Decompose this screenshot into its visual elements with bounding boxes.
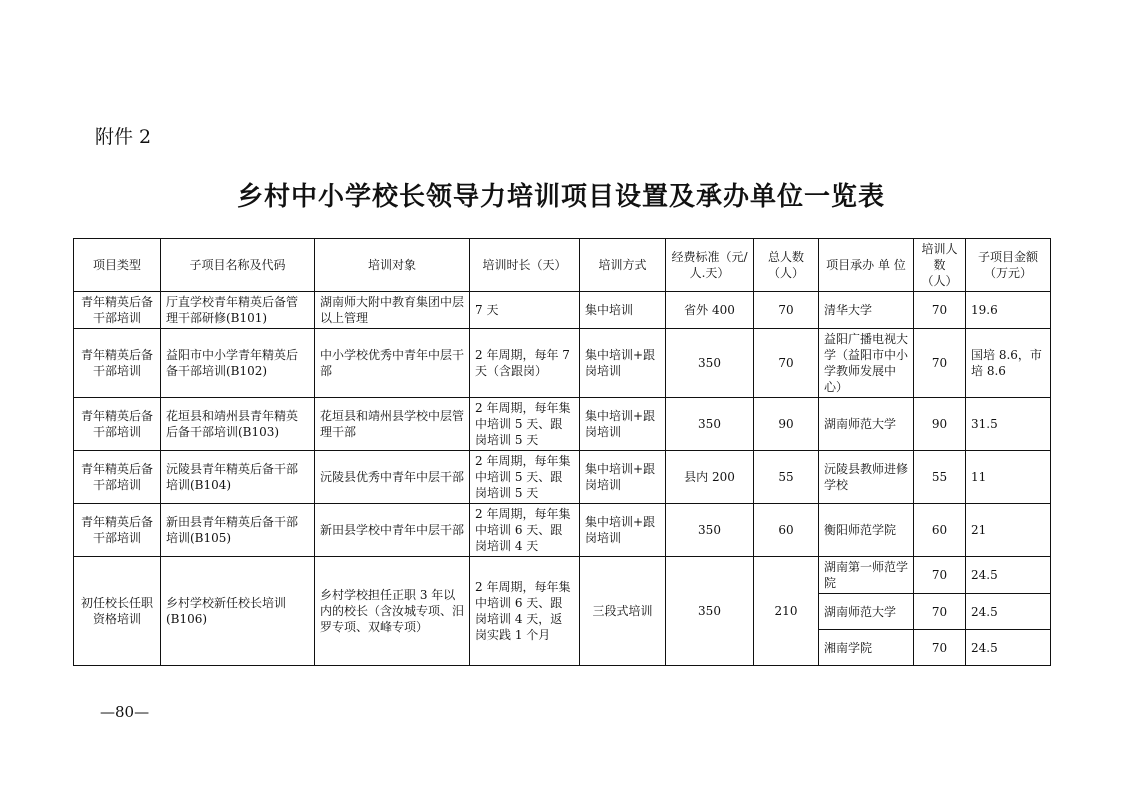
header-cell: 培训方式	[580, 239, 666, 292]
cell-total: 70	[754, 329, 819, 398]
cell-target: 中小学校优秀中青年中层干部	[315, 329, 470, 398]
cell-method: 集中培训+跟岗培训	[580, 329, 666, 398]
cell-name: 沅陵县青年精英后备干部培训(B104)	[161, 451, 315, 504]
table-row	[74, 557, 1051, 594]
cell-type: 青年精英后备干部培训	[74, 398, 161, 451]
cell-amount: 19.6	[966, 292, 1051, 329]
header-cell: 子项目名称及代码	[161, 239, 315, 292]
cell-amount: 24.5	[966, 630, 1051, 666]
cell-org: 湖南师范大学	[819, 398, 914, 451]
cell-org: 湖南师范大学	[819, 594, 914, 630]
cell-name: 厅直学校青年精英后备管理干部研修(B101)	[161, 292, 315, 329]
cell-type: 青年精英后备干部培训	[74, 451, 161, 504]
attachment-label: 附件 2	[95, 126, 152, 148]
cell-amount: 24.5	[966, 557, 1051, 594]
cell-amount: 31.5	[966, 398, 1051, 451]
cell-count: 60	[914, 504, 966, 557]
cell-count: 55	[914, 451, 966, 504]
cell-total: 60	[754, 504, 819, 557]
cell-name: 乡村学校新任校长培训(B106)	[161, 557, 315, 666]
cell-target: 新田县学校中青年中层干部	[315, 504, 470, 557]
cell-org: 益阳广播电视大学（益阳市中小学教师发展中心）	[819, 329, 914, 398]
header-cell: 经费标准（元/人.天）	[666, 239, 754, 292]
cell-count: 70	[914, 292, 966, 329]
cell-method: 集中培训	[580, 292, 666, 329]
cell-target: 花垣县和靖州县学校中层管理干部	[315, 398, 470, 451]
table-row	[74, 292, 1051, 329]
cell-amount: 国培 8.6，市培 8.6	[966, 329, 1051, 398]
cell-fee: 350	[666, 504, 754, 557]
header-cell: 子项目金额（万元）	[966, 239, 1051, 292]
cell-org: 衡阳师范学院	[819, 504, 914, 557]
cell-total: 90	[754, 398, 819, 451]
header-cell: 培训对象	[315, 239, 470, 292]
cell-method: 三段式培训	[580, 557, 666, 666]
page-number: —80—	[100, 703, 150, 721]
cell-name: 新田县青年精英后备干部培训(B105)	[161, 504, 315, 557]
table-header-row	[74, 239, 1051, 292]
cell-total: 55	[754, 451, 819, 504]
header-cell: 培训时长（天）	[470, 239, 580, 292]
project-table	[73, 238, 1051, 666]
table-row	[74, 398, 1051, 451]
header-cell: 项目类型	[74, 239, 161, 292]
cell-count: 90	[914, 398, 966, 451]
table-row	[74, 329, 1051, 398]
cell-type: 青年精英后备干部培训	[74, 504, 161, 557]
cell-fee: 县内 200	[666, 451, 754, 504]
cell-org: 湘南学院	[819, 630, 914, 666]
cell-method: 集中培训+跟岗培训	[580, 504, 666, 557]
cell-duration: 2 年周期，每年集中培训 5 天、跟岗培训 5 天	[470, 451, 580, 504]
cell-method: 集中培训+跟岗培训	[580, 451, 666, 504]
cell-count: 70	[914, 594, 966, 630]
cell-fee: 350	[666, 398, 754, 451]
table-row	[74, 451, 1051, 504]
cell-count: 70	[914, 329, 966, 398]
cell-target: 沅陵县优秀中青年中层干部	[315, 451, 470, 504]
cell-type: 初任校长任职资格培训	[74, 557, 161, 666]
cell-duration: 2 年周期，每年集中培训 5 天、跟岗培训 5 天	[470, 398, 580, 451]
cell-method: 集中培训+跟岗培训	[580, 398, 666, 451]
cell-target: 湖南师大附中教育集团中层以上管理	[315, 292, 470, 329]
cell-type: 青年精英后备干部培训	[74, 292, 161, 329]
header-cell: 项目承办 单 位	[819, 239, 914, 292]
cell-target: 乡村学校担任正职 3 年以内的校长（含汝城专项、汨罗专项、双峰专项）	[315, 557, 470, 666]
cell-duration: 2 年周期，每年集中培训 6 天、跟岗培训 4 天	[470, 504, 580, 557]
cell-count: 70	[914, 630, 966, 666]
cell-fee: 350	[666, 557, 754, 666]
cell-type: 青年精英后备干部培训	[74, 329, 161, 398]
page-title: 乡村中小学校长领导力培训项目设置及承办单位一览表	[236, 182, 885, 212]
header-cell: 总人数（人）	[754, 239, 819, 292]
cell-org: 清华大学	[819, 292, 914, 329]
cell-duration: 2 年周期，每年 7 天（含跟岗）	[470, 329, 580, 398]
cell-fee: 省外 400	[666, 292, 754, 329]
cell-amount: 21	[966, 504, 1051, 557]
cell-count: 70	[914, 557, 966, 594]
cell-amount: 11	[966, 451, 1051, 504]
cell-total: 70	[754, 292, 819, 329]
cell-duration: 2 年周期，每年集中培训 6 天、跟岗培训 4 天，返岗实践 1 个月	[470, 557, 580, 666]
cell-amount: 24.5	[966, 594, 1051, 630]
cell-fee: 350	[666, 329, 754, 398]
cell-duration: 7 天	[470, 292, 580, 329]
table-row	[74, 504, 1051, 557]
cell-name: 花垣县和靖州县青年精英后备干部培训(B103)	[161, 398, 315, 451]
cell-org: 沅陵县教师进修学校	[819, 451, 914, 504]
cell-name: 益阳市中小学青年精英后备干部培训(B102)	[161, 329, 315, 398]
header-cell: 培训人数（人）	[914, 239, 966, 292]
cell-total: 210	[754, 557, 819, 666]
cell-org: 湖南第一师范学院	[819, 557, 914, 594]
